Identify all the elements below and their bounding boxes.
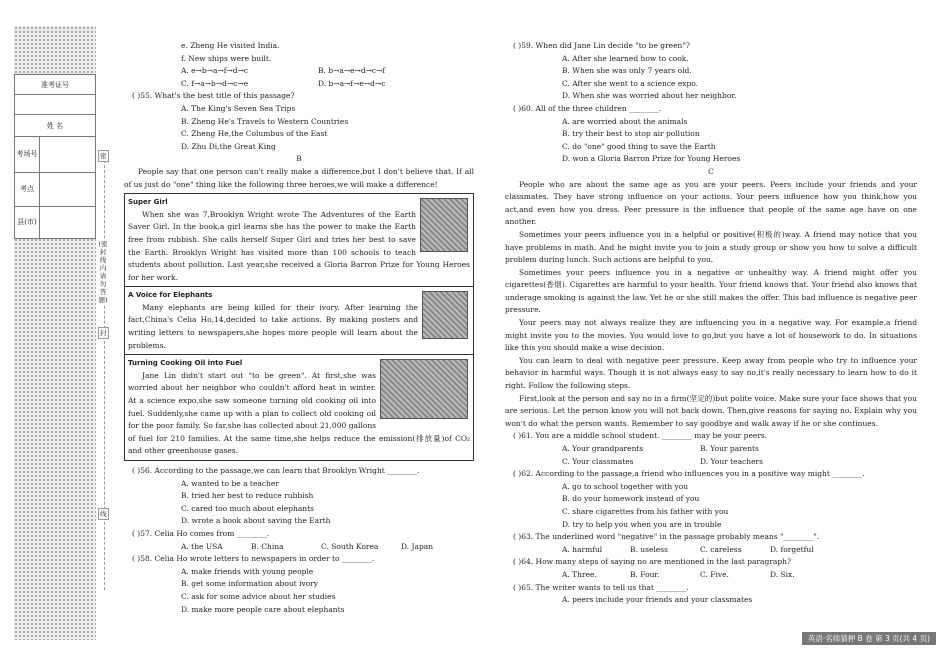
elephants-section [125,287,473,355]
q64-options: A. Three. B. Four. C. Five. D. Six. [562,569,795,579]
section-heading: A Voice for Elephants [128,291,213,300]
option-line: e. Zheng He visited India. [181,41,280,50]
passage-b-intro: People say that one person can't really make a difference,but I don't believe that. If all of us just do "one" thing like the following three heroes,we will make a difference! [124,166,474,189]
seal-note: (密封线内请勿答题) [98,240,108,304]
q57-options: A. the USA B. China C. South Korea D. Japan [181,541,434,551]
county-label: 县(市) [15,207,40,238]
section-heading: Turning Cooking Oil into Fuel [128,359,243,368]
q55-option-a: A. The King's Seven Sea Trips [181,103,296,113]
q55-option-c: C. Zheng He,the Columbus of the East [181,129,328,139]
q62-option-a: A. go to school together with you [562,481,689,491]
section-heading: Super Girl [128,198,168,207]
cooking-oil-section [125,355,473,460]
passage-c-para-4: Your peers may not always realize they are influencing you in a negative way. For example,a friend might invite you to the movies. You would love to go,but you have a lot of housework to do. In situations like this you should make a wise decision. [505,318,917,353]
seal-mark-feng: 封 [100,329,107,337]
q62-option-b: B. do your homework instead of you [562,494,700,504]
q59-option-b: B. When she was only 7 years old. [562,66,692,76]
question-63: ( )63. The underlined word "negative" in the passage probably means "________". [513,532,820,542]
room-label: 考场号 [15,137,40,172]
seal-mark-mi: 密 [100,152,107,160]
question-59: ( )59. When did Jane Lin decide "to be green"? [513,41,690,50]
question-61: ( )61. You are a middle school student. ________ may be your peers. [513,431,768,441]
right-column [505,40,917,607]
cooking-oil-photo [380,359,468,419]
q65-option-a: A. peers include your friends and your classmates [562,595,753,605]
super-girl-photo [420,198,468,252]
left-column [124,40,474,616]
option-line: f. New ships were built. [181,53,272,63]
q55-option-d: D. Zhu Di,the Great King [181,141,276,151]
q56-option-b: B. tried her best to reduce rubbish [181,491,314,501]
section-b-heading: B [296,154,302,164]
question-57: ( )57. Celia Ho comes from ________. [132,528,270,538]
q55-option-b: B. Zheng He's Travels to Western Countries [181,116,349,126]
exam-id-label: 准考证号 [41,81,69,89]
q58-option-a: A. make friends with young people [181,566,314,576]
q58-option-d: D. make more people care about elephants [181,604,345,614]
site-label: 考点 [15,173,40,206]
passage-c-para-3: Sometimes your peers influence you in a negative or unhealthy way. A friend might offer you cigarettes(香烟). Cigarettes are harmful to your health. Your friend knows that. Your friend also knows that underage smoking is against the law. Yet he or she still makes the offer. This bad influence is negative peer pressure. [505,267,917,315]
q59-option-a: A. After she learned how to cook. [562,53,689,63]
passage-c-para-2: Sometimes your peers influence you in a helpful or positive(积极的)way. A friend may notice that you have problems in math. And he might invite you to join a study group or show you how to solve a difficult problem during lunch. Such actions are helpful to you. [505,229,917,265]
student-info-box [14,74,96,239]
name-label: 姓 名 [46,122,64,130]
question-62: ( )62. According to the passage,a friend who influences you in a positive way might ________. [513,469,865,479]
heroes-box [124,193,474,461]
q60-option-b: B. try their best to stop air pollution [562,129,700,139]
q54-options: A. e→b→a→f→d→c B. b→a→e→d→c→f [181,66,386,76]
q56-option-c: C. cared too much about elephants [181,503,314,513]
page-footer: 英语·名师猜押 B 卷 第 3 页(共 4 页) [802,632,936,645]
q62-option-d: D. try to help you when you are in trouble [562,519,722,529]
question-56: ( )56. According to the passage,we can learn that Brooklyn Wright ________. [132,466,420,475]
q61-options: A. Your grandparents B. Your parents [562,444,759,453]
section-text: Many elephants are being killed for their ivory. After learning the fact,China's Celia Ho,14,decided to take actions. By making posters and writing letters to newspapers,she hopes more people will learn about the problems. [128,302,418,350]
passage-c-para-1: People who are about the same age as you are your peers. Peers include your friends and your classmates. They have strong influence on your actions. Your peers influence how you think,how you act,and even how you dress. Peer pressure is the influence that people of the same age have on one another. [505,179,917,227]
q63-options: A. harmful B. useless C. careless D. forgetful [562,544,814,554]
q61-options: C. Your classmates D. Your teachers [562,456,763,466]
q58-option-b: B. get some information about ivory [181,579,319,589]
q62-option-c: C. share cigarettes from his father with you [562,506,729,516]
q59-option-c: C. After she went to a science expo. [562,78,699,88]
q58-option-c: C. ask for some advice about her studies [181,591,336,601]
seal-mark-xian: 线 [100,510,107,518]
super-girl-section [125,194,473,287]
question-64: ( )64. How many steps of saying no are mentioned in the last paragraph? [513,557,792,567]
q59-option-d: D. When she was worried about her neighbor. [562,91,737,101]
section-text: Jane Lin didn't start out "to be green". At first,she was worried about her neighbor who couldn't afford heat in winter. At a science expo,she saw someone turning old cooking oil into fuel. Suddenly,she came up with a plan to collect old cooking oil for the poor family. So far,she has collected about 21,000 gallons of fuel for 210 families. At the same time,she helps reduce the emission(排放量)of CO₂ and other greenhouse gases. [128,370,470,456]
question-58: ( )58. Celia Ho wrote letters to newspapers in order to ________. [132,554,375,564]
q56-option-a: A. wanted to be a teacher [181,478,279,488]
section-text: When she was 7,Brooklyn Wright wrote The Adventures of the Earth Saver Girl. In the book,a girl learns she has the power to make the Earth free from rubbish. She calls herself Super Girl and tries her best to save the Earth. Brooklyn Wright has visited more than 100 schools to teach students about pollution. Last year,she received a Gloria Barron Prize for Young Heroes for her work. [128,209,470,282]
question-60: ( )60. All of the three children ________. [513,103,662,113]
q54-options: C. f→a→b→d→c→e D. b→a→f→e→d→c [181,78,386,88]
q56-option-d: D. wrote a book about saving the Earth [181,516,331,526]
q60-option-c: C. do "one" good thing to save the Earth [562,141,716,151]
section-c-heading: C [708,166,714,176]
q60-option-a: A. are worried about the animals [562,116,688,126]
passage-c-para-6: First,look at the person and say no in a firm(坚定的)but polite voice. Make sure your face shows that you are serious. Let the person know you will not back down. Then,give reasons for saying no. Explain why you won't do what the person wants. Remember to say goodbye and walk away if he or she continues. [505,393,917,428]
q60-option-d: D. won a Gloria Barron Prize for Young Heroes [562,154,741,164]
question-65: ( )65. The writer wants to tell us that ________. [513,582,689,592]
question-55: ( )55. What's the best title of this passage? [132,91,295,101]
seal-line [104,150,105,590]
elephants-photo [422,291,468,339]
passage-c-para-5: You can learn to deal with negative peer pressure. Keep away from people who try to influence your behavior in harmful ways. Though it is not always easy to say no,it's really necessary to learn how to do it right. Follow the following steps. [505,355,917,391]
